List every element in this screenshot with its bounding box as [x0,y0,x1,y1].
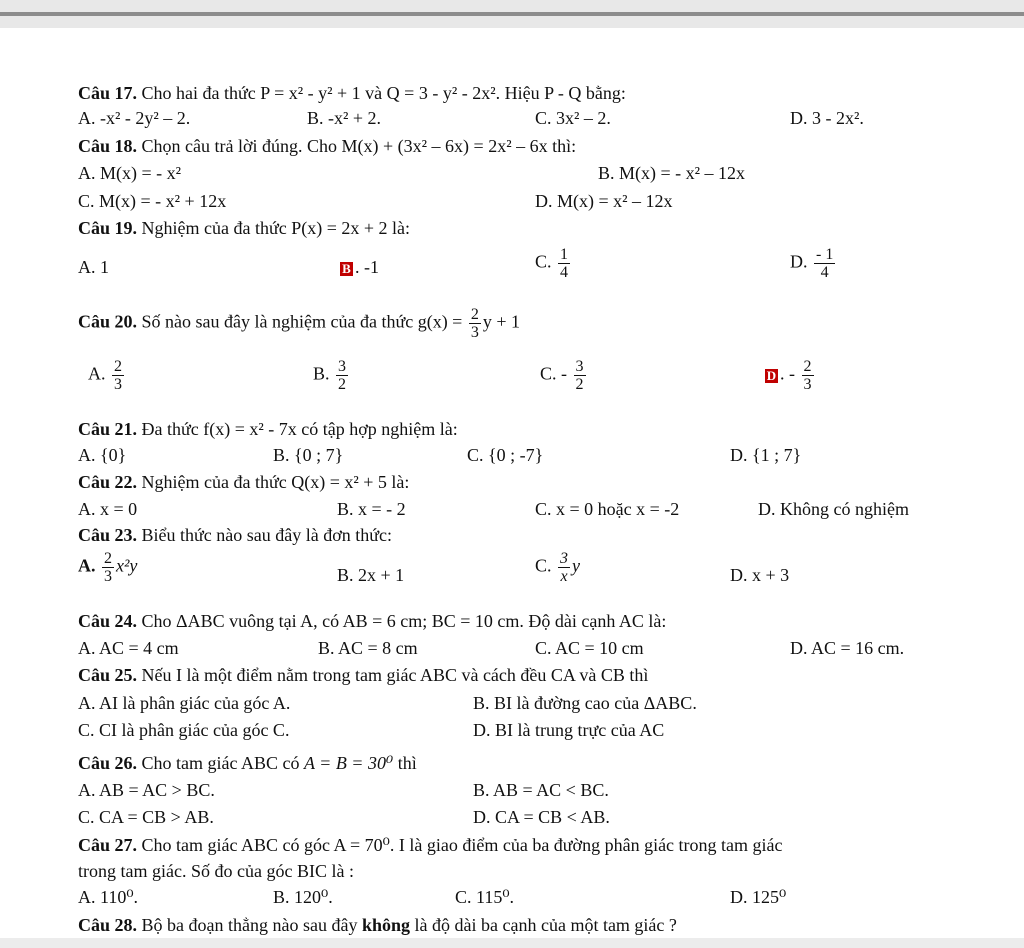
fraction: $\frac{2}{3}$ [104,550,112,585]
q22-option-c: C. x = 0 hoặc x = -2 [535,499,680,519]
q25-option-b: B. BI là đường cao của ΔABC. [473,693,697,713]
question-27: Câu 27. Cho tam giác ABC có góc A = 70⁰. I là giao điểm của ba đường phân giác trong tam giác [78,835,783,855]
q22-option-b: B. x = - 2 [337,499,406,519]
question-17: Câu 17. Cho hai đa thức P = x² - y² + 1 và Q = 3 - y² - 2x². Hiệu P - Q bằng: [78,83,626,103]
q19-option-c: C. $\frac{1}{4}$ [535,246,569,281]
top-divider [0,12,1024,16]
q21-option-a: A. {0} [78,445,127,465]
q26-option-d: D. CA = CB < AB. [473,807,610,827]
q24-option-b: B. AC = 8 cm [318,638,418,658]
q26-option-b: B. AB = AC < BC. [473,780,609,800]
q17-option-d: D. 3 - 2x². [790,108,864,128]
q27-option-b: B. 120⁰. [273,887,333,907]
fraction: $\frac{3}{x}$ [560,550,569,585]
q21-option-b: B. {0 ; 7} [273,445,344,465]
q23-option-d: D. x + 3 [730,565,790,585]
q20-option-c: C. - $\frac{3}{2}$ [540,358,584,393]
q24-option-d: D. AC = 16 cm. [790,638,905,658]
fraction: $\frac{- 1}{4}$ [816,246,834,281]
q20-option-a: A. $\frac{2}{3}$ [88,358,122,393]
q18-option-b: B. M(x) = - x² – 12x [598,163,746,183]
q21-option-c: C. {0 ; -7} [467,445,544,465]
q20-option-b: B. $\frac{3}{2}$ [313,358,347,393]
q25-option-a: A. AI là phân giác của góc A. [78,693,291,713]
q20-option-d: D . - $\frac{2}{3}$ [766,358,812,393]
question-25: Câu 25. Nếu I là một điểm nằm trong tam giác ABC và cách đều CA và CB thì [78,665,649,685]
question-20: Câu 20. Số nào sau đây là nghiệm của đa thức g(x) = $\frac{2}{3}$ y + 1 [78,306,520,341]
q25-option-d: D. BI là trung trực của AC [473,720,665,740]
q24-option-a: A. AC = 4 cm [78,638,179,658]
q24-option-c: C. AC = 10 cm [535,638,644,658]
q19-option-b: B . -1 [340,256,379,278]
question-23: Câu 23. Biểu thức nào sau đây là đơn thức: [78,525,392,545]
q22-option-d: D. Không có nghiệm [758,499,909,519]
q18-option-d: D. M(x) = x² – 12x [535,191,673,211]
top-bar [0,0,1024,28]
q17-option-a: A. -x² - 2y² – 2. [78,108,191,128]
question-19: Câu 19. Nghiệm của đa thức P(x) = 2x + 2 là: [78,218,411,238]
answer-marker: D [766,367,777,383]
question-18: Câu 18. Chọn câu trả lời đúng. Cho M(x) + (3x² – 6x) = 2x² – 6x thì: [78,136,577,156]
q17-option-c: C. 3x² – 2. [535,108,611,128]
q23-option-c: C. $\frac{3}{x}$ y [535,550,581,585]
answer-marker: B [340,262,353,276]
q27-option-a: A. 110⁰. [78,887,139,907]
q22-option-a: A. x = 0 [78,499,138,519]
q25-option-c: C. CI là phân giác của góc C. [78,720,290,740]
q27-option-d: D. 125⁰ [730,887,787,907]
q23-option-b: B. 2x + 1 [337,565,405,585]
fraction: $\frac{3}{2}$ [338,358,347,393]
q18-option-c: C. M(x) = - x² + 12x [78,191,227,211]
question-21: Câu 21. Đa thức f(x) = x² - 7x có tập hợp nghiệm là: [78,419,458,439]
q21-option-d: D. {1 ; 7} [730,445,802,465]
fraction: $\frac{2}{3}$ [470,306,479,341]
fraction: $\frac{3}{2}$ [575,358,584,393]
q27-option-c: C. 115⁰. [455,887,515,907]
q19-option-a: A. 1 [78,257,109,277]
q18-option-a: A. M(x) = - x² [78,163,182,183]
document-page [0,28,1024,938]
q26-option-a: A. AB = AC > BC. [78,780,215,800]
question-24: Câu 24. Cho ΔABC vuông tại A, có AB = 6 cm; BC = 10 cm. Độ dài cạnh AC là: [78,611,667,631]
fraction: $\frac{2}{3}$ [114,358,122,393]
q19-option-d: D. $\frac{- 1}{4}$ [790,246,834,281]
question-27-cont: trong tam giác. Số đo của góc BIC là : [78,861,354,881]
q23-option-a: A. $\frac{2}{3}$ x²y [78,550,138,585]
q26-option-c: C. CA = CB > AB. [78,807,214,827]
q17-option-b: B. -x² + 2. [307,108,382,128]
question-28: Câu 28. Bộ ba đoạn thẳng nào sau đây không là độ dài ba cạnh của một tam giác ? [78,915,677,935]
question-26: Câu 26. Cho tam giác ABC có A = B = 30⁰ thì [78,753,417,773]
fraction: $\frac{2}{3}$ [803,358,812,393]
bottom-bar [0,938,1024,948]
fraction: $\frac{1}{4}$ [560,246,569,281]
question-22: Câu 22. Nghiệm của đa thức Q(x) = x² + 5 là: [78,472,410,492]
